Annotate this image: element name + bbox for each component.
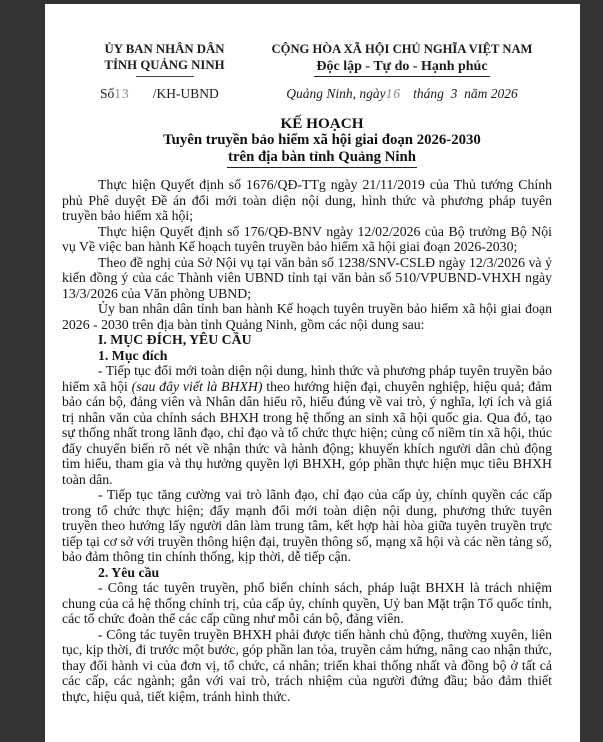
issuing-authority-line1: ỦY BAN NHÂN DÂN xyxy=(104,42,225,56)
section-1-heading: I. MỤC ĐÍCH, YÊU CẦU xyxy=(98,332,252,347)
doc-number xyxy=(62,86,267,102)
section-1-sub-1-heading: 1. Mục đích xyxy=(98,347,168,363)
doc-title-block xyxy=(77,115,567,168)
body-paragraph: - Tiếp tục tăng cường vai trò lãnh đạo, chỉ đạo của cấp ủy, chính quyền các cấp trong tổ chức thực hiện; đẩy mạnh đổi mới toàn diện nội dung, phương thức tuyên truyền theo hướng lấy người dân làm trung tâm, kết hợp hài hòa giữa tuyên truyền trực tiếp tại cơ sở với truyền thông hiện đại, truyền thông số, mạng xã hội và các nền tảng số, bảo đảm thông tin chính thống, kịp thời, dễ tiếp cận. xyxy=(62,487,552,564)
place-date-after: tháng 3 năm 2026 xyxy=(413,86,518,101)
national-motto-text: Độc lập - Tự do - Hạnh phúc xyxy=(314,59,489,77)
preamble-paragraph: Thực hiện Quyết định số 1676/QĐ-TTg ngày 21/11/2019 của Thủ tướng Chính phủ Phê duyệt Đề án đổi mới toàn diện nội dung, hình thức và phương pháp tuyên truyền bảo hiểm xã hội; xyxy=(62,177,552,223)
doc-number-stamped-value: 13 xyxy=(114,86,130,101)
section-1-sub-2-heading: 2. Yêu cầu xyxy=(98,564,160,580)
issuing-authority-line2: TỈNH QUẢNG NINH xyxy=(104,57,225,72)
paragraph-italic-note: (sau đây viết là BHXH) xyxy=(131,378,263,394)
doc-subject-line1: Tuyên truyền bảo hiểm xã hội giai đoạn 2026-2030 xyxy=(163,132,481,148)
date-day-stamped-value: 16 xyxy=(385,86,402,101)
preamble-paragraph: Thực hiện Quyết định số 176/QĐ-BNV ngày 12/02/2026 của Bộ trưởng Bộ Nội vụ Về việc ban hành Kế hoạch tuyên truyền bảo hiểm xã hội giai đoạn 2026-2030; xyxy=(62,223,552,254)
national-header-block xyxy=(267,42,537,77)
document-body xyxy=(62,177,552,704)
national-motto xyxy=(267,59,537,77)
place-date-line xyxy=(267,86,537,102)
preamble-paragraph: Theo đề nghị của Sở Nội vụ tại văn bản số 1238/SNV-CSLĐ ngày 12/3/2026 và ý kiến đồng ý của các Thành viên UBND tỉnh tại văn bản số 510/VPUBND-VHXH ngày 13/3/2026 của Văn phòng UBND; xyxy=(62,254,552,301)
paragraph-text: - Tiếp tục đổi mới toàn diện nội dung, hình thức và phương pháp tuyên truyền bảo hiểm xã hội xyxy=(62,363,552,394)
doc-subject-line2-text: trên địa bàn tỉnh Quảng Ninh xyxy=(227,149,417,168)
preamble-paragraph: Ủy ban nhân dân tỉnh ban hành Kế hoạch tuyên truyền bảo hiểm xã hội giai đoạn 2026 - 2030 trên địa bàn tỉnh Quảng Ninh, gồm các nội dung sau: xyxy=(62,301,552,332)
number-date-row xyxy=(62,86,552,102)
document-header xyxy=(62,42,552,77)
place-date-before: Quảng Ninh, ngày xyxy=(286,86,386,101)
document-page xyxy=(45,4,580,742)
body-paragraph: - Công tác tuyên truyền, phổ biến chính sách, pháp luật BHXH là trách nhiệm chung của cả hệ thống chính trị, của cấp ủy, chính quyền, Uỷ ban Mặt trận Tổ quốc tỉnh, các tổ chức đoàn thể các cấp cũng như mỗi cán bộ, đảng viên. xyxy=(62,580,552,626)
body-paragraph: - Công tác tuyên truyền BHXH phải được tiến hành chủ động, thường xuyên, liên tục, kịp thời, đi trước một bước, góp phần lan tỏa, truyền cảm hứng, nâng cao nhận thức, thay đổi hành vi của đơn vị, tổ chức, cá nhân; triển khai thống nhất và đồng bộ ở tất cả các cấp, các ngành; gắn với vai trò, trách nhiệm của người đứng đầu; bảo đảm thiết thực, hiệu quả, tiết kiệm, tránh hình thức. xyxy=(62,626,552,704)
national-title: CỘNG HÒA XÃ HỘI CHỦ NGHĨA VIỆT NAM xyxy=(271,42,533,56)
authority-underline-rule xyxy=(136,76,194,77)
doc-type-title: KẾ HOẠCH xyxy=(280,115,364,132)
doc-subject-line2 xyxy=(77,149,567,168)
doc-number-suffix: /KH-UBND xyxy=(152,86,219,101)
paragraph-text: theo hướng hiện đại, chuyên nghiệp, hiệu quả; đảm bảo cán bộ, đảng viên và Nhân dân hiểu rõ, hiểu đúng về vai trò, ý nghĩa, lợi ích và giá trị nhân văn của chính sách BHXH trong hệ thống an sinh xã hội quốc gia. Qua đó, tạo sự thống nhất trong lãnh đạo, chỉ đạo và tổ chức thực hiện; củng cố niềm tin xã hội, thúc đẩy chuyển biến rõ nét về nhận thức và hành động; khuyến khích người dân chủ động tìm hiểu, tham gia và thụ hưởng quyền lợi BHXH, góp phần thực hiện mục tiêu BHXH toàn dân. xyxy=(62,378,552,487)
doc-number-prefix: Số xyxy=(100,86,115,101)
issuing-authority-block xyxy=(62,42,267,77)
body-paragraph xyxy=(62,363,552,487)
